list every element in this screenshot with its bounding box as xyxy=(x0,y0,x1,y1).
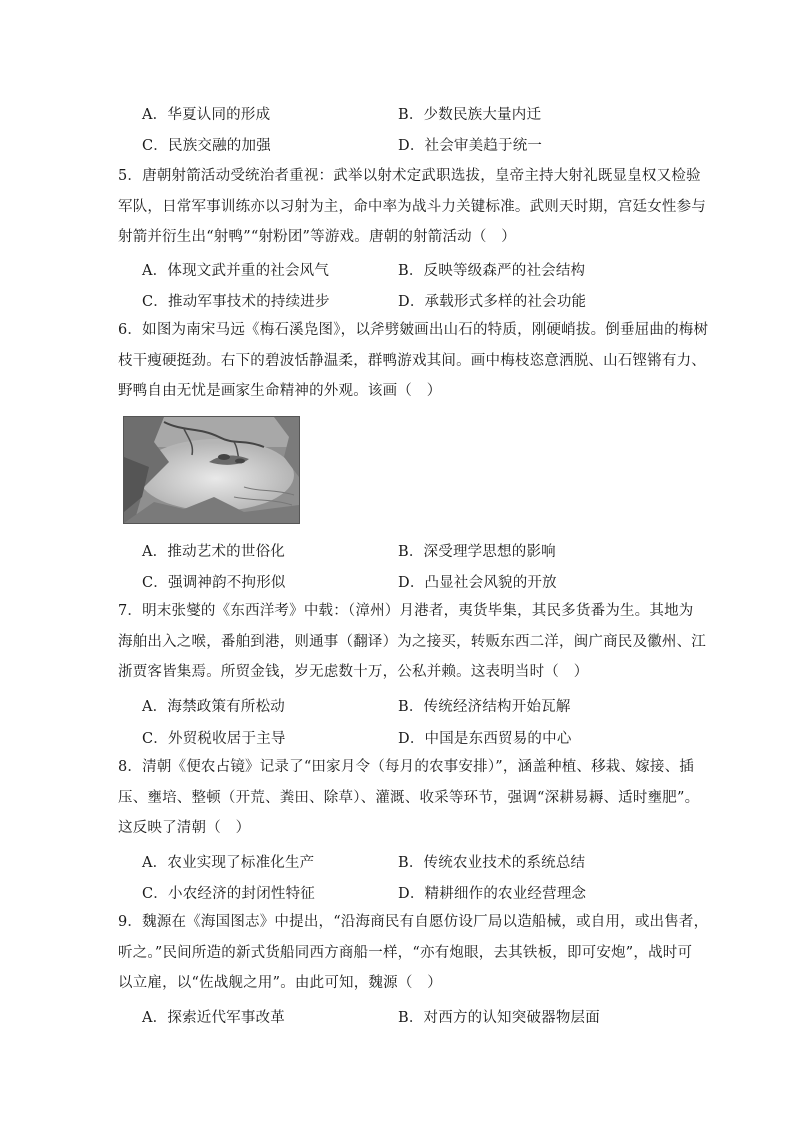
q5-line-1: 5．唐朝射箭活动受统治者重视：武举以射术定武职选拔，皇帝主持大射礼既显皇权又检验 xyxy=(118,168,701,184)
q8-option-c: C．小农经济的封闭性特征 xyxy=(142,886,315,902)
painting-image xyxy=(124,417,299,523)
question-5-stem xyxy=(118,161,706,253)
q7-line-3: 浙贾客皆集焉。所贸金钱，岁无虑数十万，公私并赖。这表明当时（ ） xyxy=(118,664,589,680)
q7-option-a: A．海禁政策有所松动 xyxy=(142,699,285,715)
q5-option-b: B．反映等级森严的社会结构 xyxy=(398,263,586,279)
q4-option-b: B．少数民族大量内迁 xyxy=(398,107,542,123)
q7-option-d: D．中国是东西贸易的中心 xyxy=(398,731,572,747)
q9-line-3: 以立雇，以“佐战舰之用”。由此可知，魏源（ ） xyxy=(118,975,442,991)
question-6-stem xyxy=(118,315,709,407)
q8-options-row-2 xyxy=(0,882,794,906)
q5-option-a: A．体现文武并重的社会风气 xyxy=(142,263,330,279)
q8-options-row-1 xyxy=(0,851,794,875)
question-7-stem xyxy=(118,596,706,688)
q6-option-c: C．强调神韵不拘形似 xyxy=(142,575,286,591)
q9-option-b: B．对西方的认知突破器物层面 xyxy=(398,1010,600,1026)
q6-line-1: 6．如图为南宋马远《梅石溪凫图》，以斧劈皴画出山石的特质，刚硬峭拔。倒垂屈曲的梅树 xyxy=(118,322,709,338)
q5-option-c: C．推动军事技术的持续进步 xyxy=(142,294,330,310)
q7-line-1: 7．明末张燮的《东西洋考》中载：（漳州）月港者，夷货毕集，其民多货番为生。其地为 xyxy=(118,603,694,619)
q4-option-d: D．社会审美趋于统一 xyxy=(398,138,543,154)
q6-option-d: D．凸显社会风貌的开放 xyxy=(398,575,557,591)
question-9-stem xyxy=(118,907,709,999)
q8-option-d: D．精耕细作的农业经营理念 xyxy=(398,886,587,902)
q6-options-row-2 xyxy=(0,571,794,595)
q7-options-row-2 xyxy=(0,727,794,751)
q6-line-3: 野鸭自由无忧是画家生命精神的外观。该画（ ） xyxy=(118,383,442,399)
q4-option-a: A．华夏认同的形成 xyxy=(142,107,271,123)
q9-line-1: 9．魏源在《海国图志》中提出，“沿海商民有自愿仿设厂局以造船械，或自用，或出售者， xyxy=(118,914,709,930)
q4-options-row-2 xyxy=(0,134,794,158)
q8-line-2: 压、壅培、整顿（开荒、粪田、除草）、灌溉、收采等环节，强调“深耕易耨、适时壅肥”。 xyxy=(118,789,700,806)
q9-line-2: 听之。”民间所造的新式货船同西方商船一样，“亦有炮眼，去其铁板，即可安炮”，战时可 xyxy=(118,944,693,961)
q8-line-3: 这反映了清朝（ ） xyxy=(118,820,251,836)
q7-line-2: 海舶出入之喉，番舶到港，则通事（翻译）为之接买，转贩东西二洋，闽广商民及徽州、江 xyxy=(118,633,706,650)
question-8-stem xyxy=(118,752,700,844)
q6-option-b: B．深受理学思想的影响 xyxy=(398,544,556,560)
q4-options-row-1 xyxy=(0,103,794,127)
q7-option-c: C．外贸税收居于主导 xyxy=(142,731,286,747)
q9-option-a: A．探索近代军事改革 xyxy=(142,1010,285,1026)
q9-options-row-1 xyxy=(0,1006,794,1030)
q7-option-b: B．传统经济结构开始瓦解 xyxy=(398,699,571,715)
q8-option-b: B．传统农业技术的系统总结 xyxy=(398,855,586,871)
q5-option-d: D．承载形式多样的社会功能 xyxy=(398,294,587,310)
q6-options-row-1 xyxy=(0,540,794,564)
q5-line-2: 军队，日常军事训练亦以习射为主，命中率为战斗力关键标准。武则天时期，宫廷女性参与 xyxy=(118,198,706,215)
q6-option-a: A．推动艺术的世俗化 xyxy=(142,544,285,560)
q5-options-row-1 xyxy=(0,259,794,283)
q6-line-2: 枝干瘦硬挺劲。右下的碧波恬静温柔，群鸭游戏其间。画中梅枝恣意洒脱、山石铿锵有力、 xyxy=(118,352,706,369)
q8-option-a: A．农业实现了标准化生产 xyxy=(142,855,315,871)
q7-options-row-1 xyxy=(0,695,794,719)
plum-rock-ducks-painting xyxy=(123,416,300,524)
q5-line-3: 射箭并衍生出“射鸭”“射粉团”等游戏。唐朝的射箭活动（ ） xyxy=(118,229,516,245)
q5-options-row-2 xyxy=(0,290,794,314)
q4-option-c: C．民族交融的加强 xyxy=(142,138,271,154)
q8-line-1: 8．清朝《便农占镜》记录了“田家月令（每月的农事安排）”，涵盖种植、移栽、嫁接、插 xyxy=(118,759,694,775)
